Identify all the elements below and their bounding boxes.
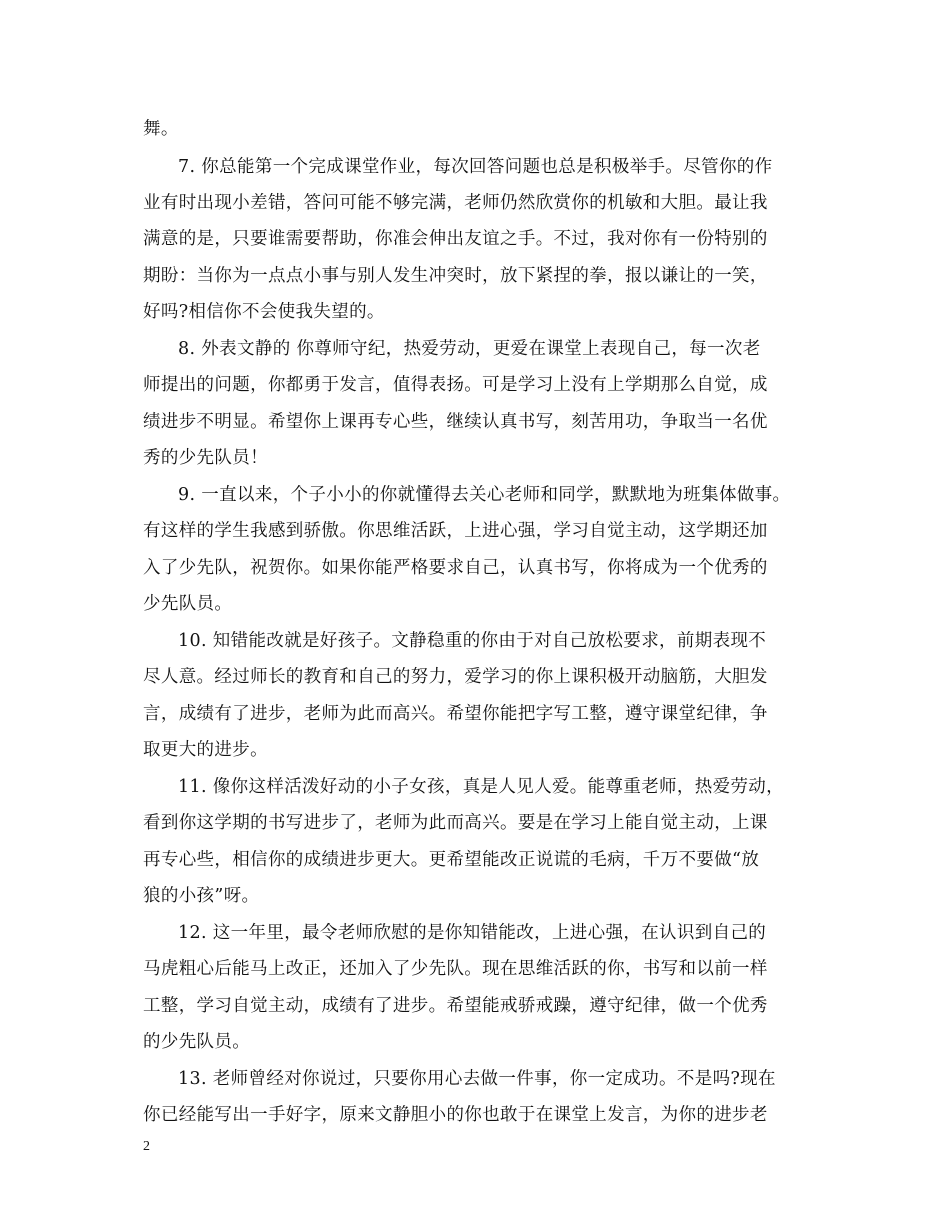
paragraph-13-line: 13. 老师曾经对你说过，只要你用心去做一件事，你一定成功。不是吗?现在 xyxy=(178,1069,776,1089)
paragraph-9-line: 9. 一直以来，个子小小的你就懂得去关心老师和同学，默默地为班集体做事。 xyxy=(178,485,791,505)
paragraph-10-line: 10. 知错能改就是好孩子。文静稳重的你由于对自己放松要求，前期表现不 xyxy=(178,631,767,651)
text-line: 业有时出现小差错，答问可能不够完满，老师仍然欣赏你的机敏和大胆。最让我 xyxy=(143,193,768,213)
paragraph-11-line: 11. 像你这样活泼好动的小子女孩，真是人见人爱。能尊重老师，热爱劳动， xyxy=(178,777,784,797)
paragraph-8-line: 8. 外表文静的 你尊师守纪，热爱劳动，更爱在课堂上表现自己，每一次老 xyxy=(178,339,761,359)
paragraph-12-line: 12. 这一年里，最令老师欣慰的是你知错能改，上进心强，在认识到自己的 xyxy=(178,923,767,943)
text-line: 少先队员。 xyxy=(143,594,233,614)
text-line: 你已经能写出一手好字，原来文静胆小的你也敢于在课堂上发言，为你的进步老 xyxy=(143,1105,768,1125)
paragraph-7-line: 7. 你总能第一个完成课堂作业，每次回答问题也总是积极举手。尽管你的作 xyxy=(178,157,773,177)
text-line: 秀的少先队员！ xyxy=(143,448,268,468)
text-line: 有这样的学生我感到骄傲。你思维活跃，上进心强，学习自觉主动，这学期还加 xyxy=(143,521,768,541)
text-line: 舞。 xyxy=(143,119,179,139)
text-line: 取更大的进步。 xyxy=(143,740,268,760)
text-line: 看到你这学期的书写进步了，老师为此而高兴。要是在学习上能自觉主动，上课 xyxy=(143,813,768,833)
text-line: 满意的是，只要谁需要帮助，你准会伸出友谊之手。不过，我对你有一份特别的 xyxy=(143,229,768,249)
page-number: 2 xyxy=(143,1139,150,1154)
text-line: 绩进步不明显。希望你上课再专心些，继续认真书写，刻苦用功，争取当一名优 xyxy=(143,412,768,432)
text-line: 期盼：当你为一点点小事与别人发生冲突时，放下紧捏的拳，报以谦让的一笑， xyxy=(143,266,768,286)
text-line: 再专心些，相信你的成绩进步更大。更希望能改正说谎的毛病，千万不要做“放 xyxy=(143,850,760,870)
text-line: 好吗?相信你不会使我失望的。 xyxy=(143,302,385,322)
text-line: 狼的小孩”呀。 xyxy=(143,886,260,906)
text-line: 言，成绩有了进步，老师为此而高兴。希望你能把字写工整，遵守课堂纪律，争 xyxy=(143,704,768,724)
text-line: 入了少先队，祝贺你。如果你能严格要求自己，认真书写，你将成为一个优秀的 xyxy=(143,558,768,578)
text-line: 工整，学习自觉主动，成绩有了进步。希望能戒骄戒躁，遵守纪律，做一个优秀 xyxy=(143,996,768,1016)
text-line: 尽人意。经过师长的教育和自己的努力，爱学习的你上课积极开动脑筋，大胆发 xyxy=(143,667,768,687)
text-line: 马虎粗心后能马上改正，还加入了少先队。现在思维活跃的你，书写和以前一样 xyxy=(143,959,768,979)
text-line: 的少先队员。 xyxy=(143,1032,251,1052)
text-line: 师提出的问题，你都勇于发言，值得表扬。可是学习上没有上学期那么自觉，成 xyxy=(143,375,768,395)
